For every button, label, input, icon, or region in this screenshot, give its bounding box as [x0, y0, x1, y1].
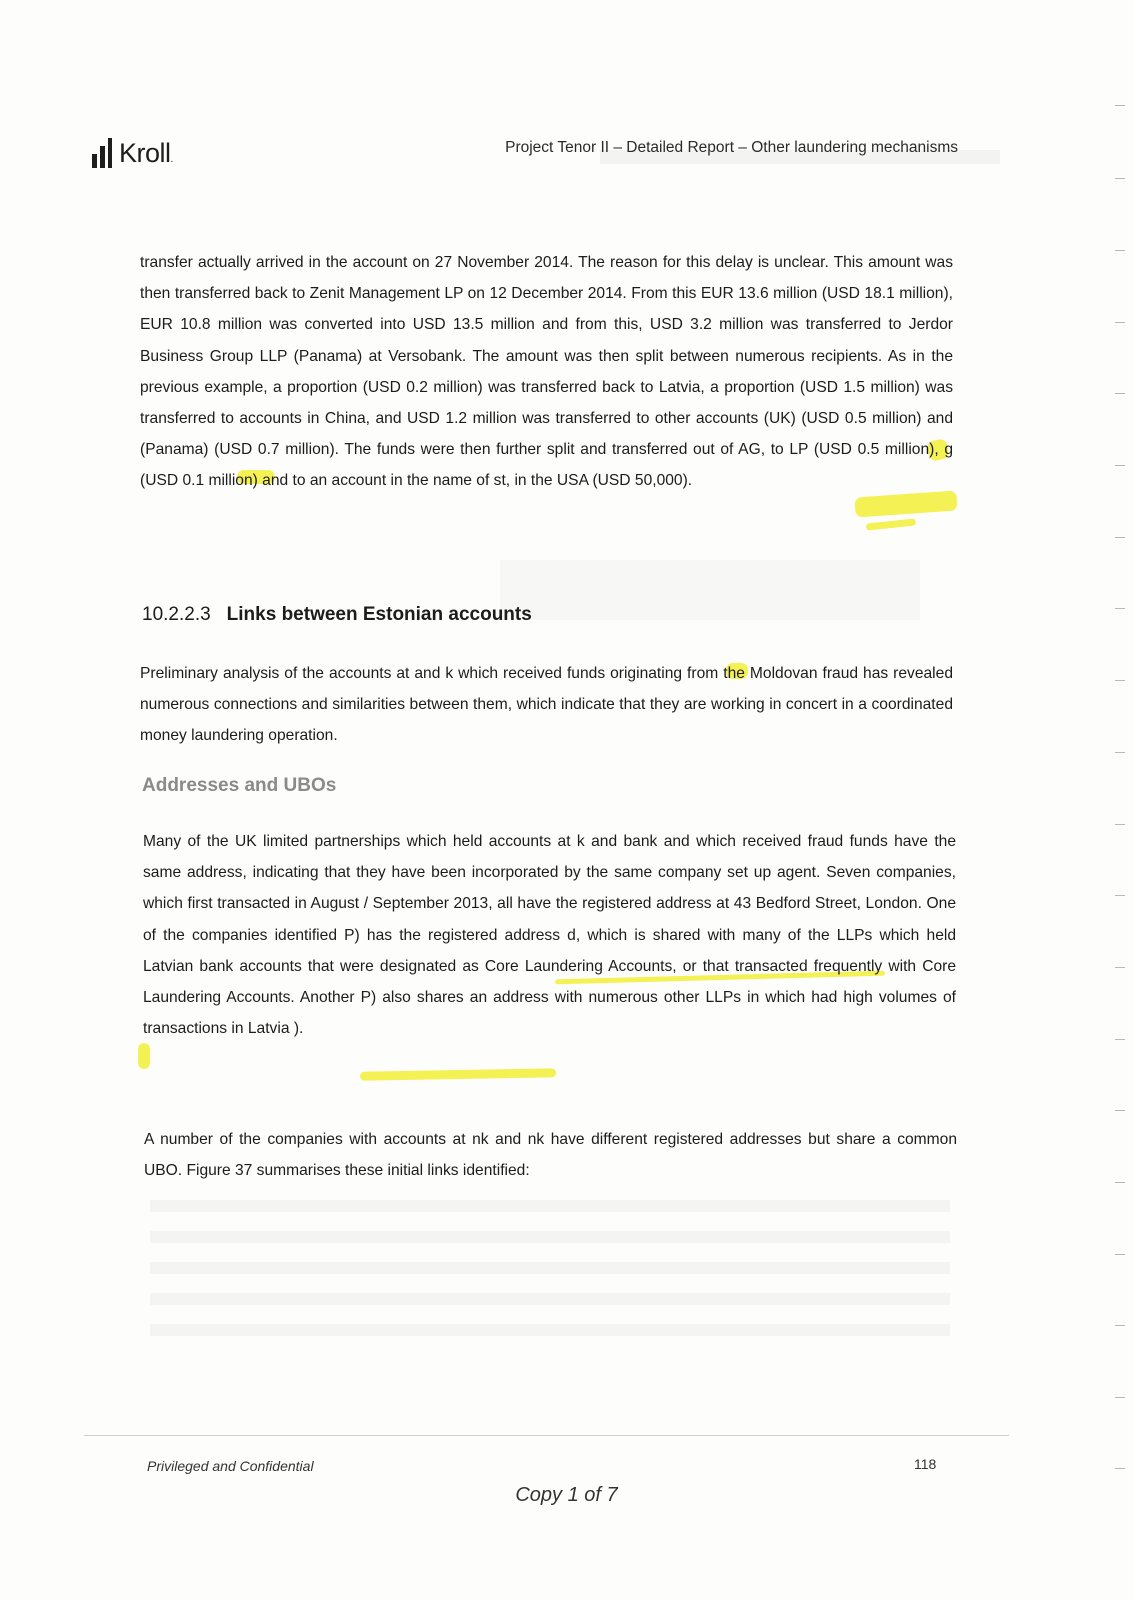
paragraph-transfer-details: transfer actually arrived in the account on 27 November 2014. The reason for this delay is unclear. This amount was then transferred back to Zenit Management LP on 12 December 2014. From this EUR 13.6 million (USD 18.1 million), EUR 10.8 million was converted into USD 13.5 million and from this, USD 3.2 million was transferred to Jerdor Business Group LLP (Panama) at Versobank. The amount was then split between numerous recipients. As in the previous example, a proportion (USD 0.2 million) was transferred back to Latvia, a proportion (USD 1.5 million) was transferred to accounts in China, and USD 1.2 million was transferred to other accounts (UK) (USD 0.5 million) and (Panama) (USD 0.7 million). The funds were then further split and transferred out of AG, to LP (USD 0.5 million), g (USD 0.1 million) and to an account in the name of st, in the USA (USD 50,000). — [140, 254, 953, 490]
page-number: 118 — [914, 1456, 937, 1472]
highlight-mark — [866, 518, 916, 530]
scan-edge-marks — [1105, 0, 1125, 1600]
highlight-mark — [138, 1043, 150, 1069]
section-number: 10.2.2.3 — [142, 604, 211, 625]
paragraph-preliminary-analysis: Preliminary analysis of the accounts at and k which received funds originating from the Moldovan fraud has revealed numerous connections and similarities between them, which indicate that they are working in concert in a coordinated money laundering operation. — [140, 665, 953, 745]
copy-stamp: Copy 1 of 7 — [515, 1484, 618, 1506]
report-header-title: Project Tenor II – Detailed Report – Other laundering mechanisms — [505, 139, 958, 156]
logo-wordmark: Kroll. — [119, 137, 173, 168]
kroll-logo-icon — [92, 138, 112, 168]
highlight-mark — [360, 1068, 556, 1080]
bleed-through — [150, 1200, 950, 1350]
section-title: Links between Estonian accounts — [226, 604, 532, 625]
paragraph-uk-partnerships: Many of the UK limited partnerships which held accounts at k and bank and which received fraud funds have the same address, indicating that they have been incorporated by the same company set up agent. Seven companies, which first transacted in August / September 2013, all have the registered address at 43 Bedford Street, London. One of the companies identified P) has the registered address d, which is shared with many of the LLPs which held Latvian bank accounts that were designated as Core Laundering Accounts, or that transacted frequently with Core Laundering Accounts. Another P) also shares an address with numerous other LLPs in which had high volumes of transactions in Latvia ). — [143, 833, 956, 1038]
subheading-addresses-ubos: Addresses and UBOs — [142, 775, 337, 796]
paragraph-common-ubo: A number of the companies with accounts at nk and nk have different registered addresses but share a common UBO. Figure 37 summarises these initial links identified: — [144, 1131, 957, 1180]
bleed-through — [500, 560, 920, 620]
footer-divider — [84, 1435, 1009, 1436]
section-heading — [142, 604, 532, 626]
kroll-logo — [92, 133, 173, 173]
footer-confidentiality: Privileged and Confidential — [147, 1458, 314, 1474]
